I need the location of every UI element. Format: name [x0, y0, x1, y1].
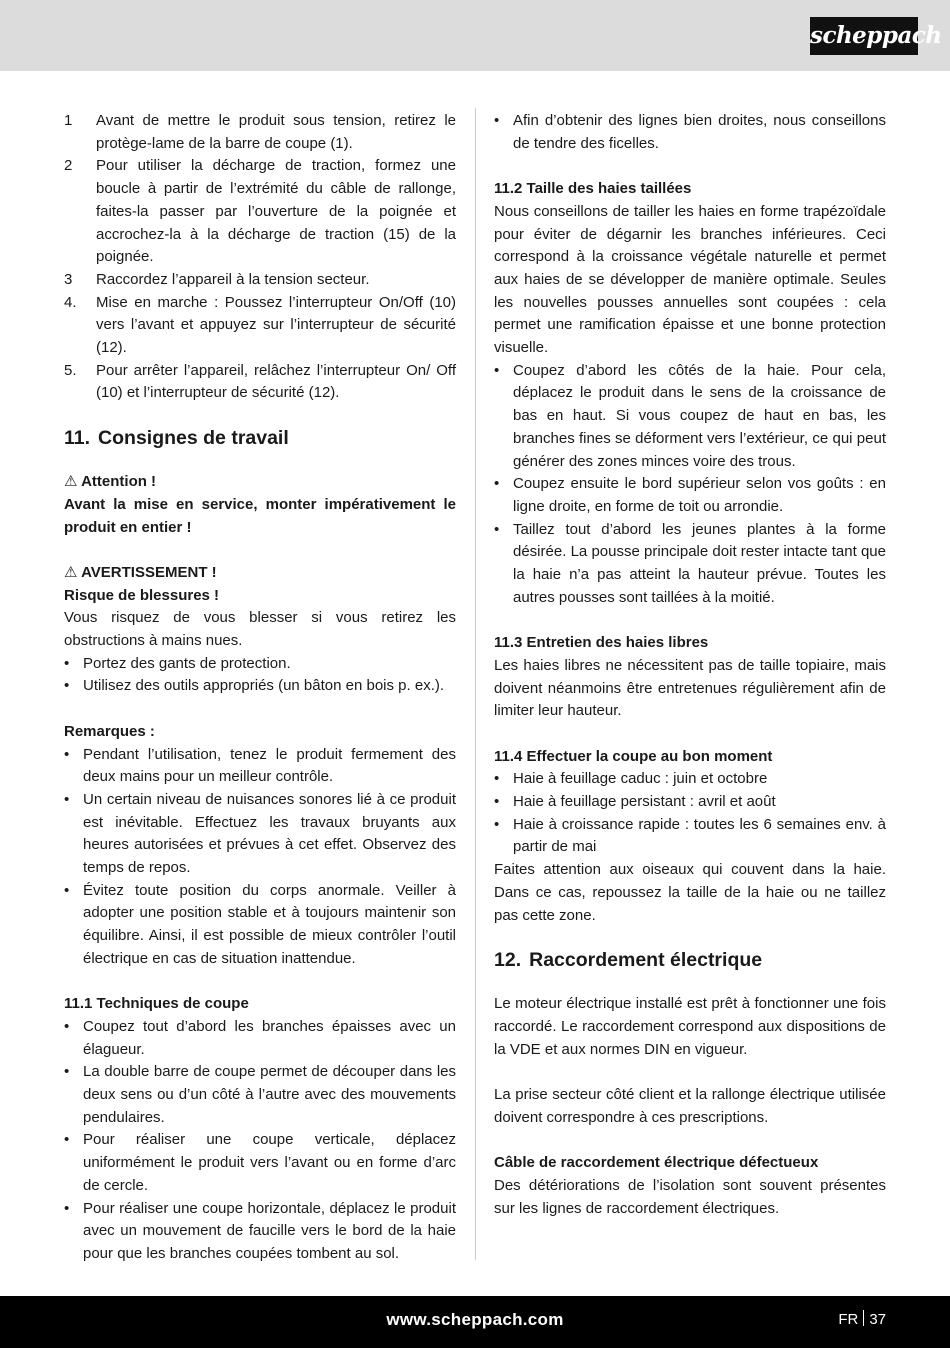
- section-12-paragraph-1: Le moteur électrique installé est prêt à fonctionner une fois raccordé. Le raccordement correspond aux dispositions de la VDE et aux normes DIN en vigueur.: [494, 995, 886, 1058]
- step-item: 2 Pour utiliser la décharge de traction, formez une boucle à partir de l’extrémité du câble de rallonge, faites-la passer par l’ouverture de la poignée et accrochez-la à la décharge de traction (15) de la poignée.: [64, 157, 456, 266]
- right-column: [494, 110, 886, 1220]
- warning-triangle-icon: ⚠: [64, 563, 78, 581]
- warning-bullets: [64, 653, 456, 698]
- section-11-2-title: 11.2 Taille des haies taillées: [494, 180, 692, 198]
- section-11-heading: 11. Consignes de travail: [64, 427, 289, 450]
- section-11-4-title: 11.4 Effectuer la coupe au bon moment: [494, 747, 773, 765]
- list-item: • Évitez toute position du corps anormale. Veiller à adopter une position stable et à toujours maintenir son équilibre. Ainsi, il est possible de mieux contrôler l’outil électrique en cas de situation inattendue.: [64, 880, 456, 971]
- list-item: • Taillez tout d’abord les jeunes plantes à la forme désirée. La pousse principale doit rester intacte tant que la haie n’a pas atteint la hauteur prévue. Toutes les autres pousses sont taillées à la moitié.: [494, 519, 886, 610]
- list-item: • Haie à croissance rapide : toutes les 6 semaines env. à partir de mai: [494, 814, 886, 859]
- warning-text: Vous risquez de vous blesser si vous retirez les obstructions à mains nues.: [64, 609, 456, 650]
- list-item: • Pour réaliser une coupe horizontale, déplacez le produit avec un mouvement de faucille vers le bord de la haie pour que les branches coupées tombent au sol.: [64, 1198, 456, 1266]
- page-number: FR 37: [838, 1311, 886, 1328]
- step-item: 1 Avant de mettre le produit sous tension, retirez le protège-lame de la barre de coupe (1).: [64, 112, 456, 152]
- timing-bullets: [494, 768, 886, 859]
- warning-label: ⚠ AVERTISSEMENT !: [64, 563, 217, 581]
- step-item: 3 Raccordez l’appareil à la tension secteur.: [64, 270, 370, 288]
- page-header: [0, 0, 950, 71]
- warning-triangle-icon: ⚠: [64, 473, 78, 491]
- page-footer: [0, 1296, 950, 1348]
- left-column: [64, 110, 456, 1266]
- step-item: 5. Pour arrêter l’appareil, relâchez l’interrupteur On/ Off (10) et l’interrupteur de sécurité (12).: [64, 361, 456, 402]
- section-12-paragraph-2: La prise secteur côté client et la rallonge électrique utilisée doivent correspondre à ces prescriptions.: [494, 1086, 886, 1126]
- list-item: • Coupez ensuite le bord supérieur selon vos goûts : en ligne droite, en forme de toit ou arrondie.: [494, 473, 886, 518]
- step-item: 4. Mise en marche : Poussez l’interrupteur On/Off (10) vers l’avant et appuyez sur l’interrupteur de sécurité (12).: [64, 293, 456, 357]
- warning-subtitle: Risque de blessures !: [64, 586, 220, 604]
- list-item: • Haie à feuillage caduc : juin et octobre: [494, 768, 886, 791]
- remarks-bullets: [64, 744, 456, 971]
- trimmed-hedges-bullets: [494, 360, 886, 610]
- cutting-technique-bullets: [64, 1016, 456, 1266]
- top-bullets: [494, 110, 886, 155]
- section-11-3-text: Les haies libres ne nécessitent pas de taille topiaire, mais doivent néanmoins être entretenues régulièrement afin de limiter leur hauteur.: [494, 656, 886, 720]
- remarks-label: Remarques :: [64, 722, 155, 740]
- list-item: • Portez des gants de protection.: [64, 653, 456, 676]
- section-11-2-text: Nous conseillons de tailler les haies en forme trapézoïdale pour éviter de dégarnir les branches inférieures. Ceci correspond à la croissance végétale naturelle et permet aux haies de se développer de manière optimale. Seules les nouvelles pousses annuelles sont coupées : cela permet une ramification épaisse et une bonne protection visuelle.: [494, 202, 886, 357]
- section-11-3-title: 11.3 Entretien des haies libres: [494, 634, 709, 652]
- cable-text: Des détériorations de l’isolation sont souvent présentes sur les lignes de raccordement électriques.: [494, 1176, 886, 1217]
- section-12-heading: 12. Raccordement électrique: [494, 949, 763, 972]
- list-item: • Pendant l’utilisation, tenez le produit fermement des deux mains pour un meilleur contrôle.: [64, 744, 456, 789]
- column-divider: [475, 108, 476, 1260]
- startup-steps: [64, 110, 456, 405]
- website-link[interactable]: www.scheppach.com: [386, 1310, 564, 1329]
- list-item: • Haie à feuillage persistant : avril et août: [494, 791, 886, 814]
- list-item: • Un certain niveau de nuisances sonores lié à ce produit est inévitable. Effectuez les travaux bruyants aux heures autorisées et prévues à cet effet. Observez des temps de repos.: [64, 789, 456, 880]
- brand-logo: scheppach: [810, 17, 918, 55]
- attention-text: Avant la mise en service, monter impérativement le produit en entier !: [64, 495, 456, 536]
- list-item: • La double barre de coupe permet de découper dans les deux sens ou d’un côté à l’autre avec des mouvements pendulaires.: [64, 1061, 456, 1129]
- section-11-1-title: 11.1 Techniques de coupe: [64, 995, 249, 1013]
- list-item: • Afin d’obtenir des lignes bien droites, nous conseillons de tendre des ficelles.: [494, 110, 886, 155]
- list-item: • Coupez d’abord les côtés de la haie. Pour cela, déplacez le produit dans le sens de la croissance de bas en haut. Si vous coupez de haut en bas, les branches fines se déforment vers l’extérieur, ce qui peut générer des zones minces voire des trous.: [494, 360, 886, 474]
- attention-label: ⚠ Attention !: [64, 473, 157, 491]
- list-item: • Coupez tout d’abord les branches épaisses avec un élagueur.: [64, 1016, 456, 1061]
- list-item: • Pour réaliser une coupe verticale, déplacez uniformément le produit vers l’avant ou en forme d’arc de cercle.: [64, 1129, 456, 1197]
- list-item: • Utilisez des outils appropriés (un bâton en bois p. ex.).: [64, 675, 456, 698]
- cable-title: Câble de raccordement électrique défectueux: [494, 1154, 819, 1172]
- section-11-4-text: Faites attention aux oiseaux qui couvent dans la haie. Dans ce cas, repoussez la taille de la haie ou ne taillez pas cette zone.: [494, 861, 886, 924]
